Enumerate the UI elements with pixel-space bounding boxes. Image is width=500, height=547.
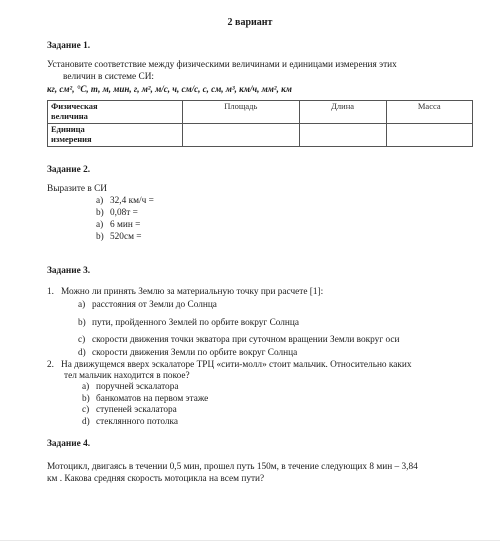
- answer-cell-area[interactable]: [183, 124, 300, 147]
- task2-intro: Выразите в СИ: [47, 184, 108, 194]
- si-units-table: [47, 100, 473, 147]
- option-item: [82, 404, 177, 416]
- task4-text-line2: км . Какова средняя скорость мотоцикла на всем пути?: [47, 474, 265, 484]
- item-text: 0,08т =: [110, 208, 138, 218]
- list-item: [96, 195, 154, 207]
- option-item: [78, 299, 217, 311]
- question-number: 1.: [47, 287, 54, 297]
- list-item: [96, 207, 138, 219]
- table-row: [48, 124, 473, 147]
- task1-heading: Задание 1.: [47, 41, 91, 51]
- task4-heading: Задание 4.: [47, 439, 91, 449]
- task1-text-line1: Установите соответствие между физическими величинами и единицами измерения этих: [47, 60, 397, 70]
- item-text: 520см =: [110, 232, 142, 242]
- option-item: [82, 381, 178, 393]
- task4-text-line1: Мотоцикл, двигаясь в течении 0,5 мин, прошел путь 150м, в течение следующих 8 мин – 3,84: [47, 462, 418, 472]
- list-item: [96, 219, 140, 231]
- item-marker: b): [96, 232, 104, 242]
- column-area: Площадь: [183, 101, 300, 124]
- answer-cell-mass[interactable]: [386, 124, 472, 147]
- answer-cell-length[interactable]: [299, 124, 386, 147]
- option-text: банкоматов на первом этаже: [96, 394, 209, 404]
- option-marker: c): [78, 335, 86, 345]
- header-line: Единица: [51, 124, 85, 134]
- table-row-header-units: [48, 124, 183, 147]
- option-text: скорости движения точки экватора при суточном вращении Земли вокруг оси: [92, 335, 400, 345]
- option-text: расстояния от Земли до Солнца: [92, 300, 217, 310]
- header-line: измерения: [51, 134, 92, 144]
- option-text: скорости движения Земли по орбите вокруг Солнца: [92, 348, 298, 358]
- option-item: [78, 347, 297, 359]
- question-number: 2.: [47, 360, 54, 370]
- question-text: Можно ли принять Землю за материальную точку при расчете [1]:: [61, 287, 324, 297]
- table-row: [48, 101, 473, 124]
- option-text: пути, пройденного Землей по орбите вокруг Солнца: [92, 318, 300, 328]
- task1-units-list: кг, см², °С, т, м, мин, г, м², м/с, ч, см/с, с, см, м³, км/ч, мм², км: [47, 84, 292, 94]
- item-text: 32,4 км/ч =: [110, 196, 154, 206]
- task1-text-line2: величин в системе СИ:: [63, 72, 154, 82]
- option-marker: c): [82, 405, 90, 415]
- variant-title: 2 вариант: [227, 17, 273, 28]
- task2-heading: Задание 2.: [47, 165, 91, 175]
- option-item: [78, 317, 299, 329]
- column-mass: Масса: [386, 101, 472, 124]
- page-bottom-divider: [0, 540, 500, 541]
- option-marker: b): [82, 394, 90, 404]
- option-text: стеклянного потолка: [96, 417, 179, 427]
- option-text: поручней эскалатора: [96, 382, 179, 392]
- question-text: На движущемся вверх эскалаторе ТРЦ «сити-молл» стоит мальчик. Относительно каких: [61, 360, 412, 370]
- question-2-line2: тел мальчик находится в покое?: [64, 371, 190, 381]
- item-marker: b): [96, 208, 104, 218]
- option-marker: d): [82, 417, 90, 427]
- option-text: ступеней эскалатора: [96, 405, 177, 415]
- column-length: Длина: [299, 101, 386, 124]
- table-row-header-quantity: [48, 101, 183, 124]
- item-marker: а): [96, 196, 104, 206]
- list-item: [96, 231, 142, 243]
- header-line: величина: [51, 111, 88, 121]
- option-marker: a): [82, 382, 90, 392]
- option-item: [78, 334, 399, 346]
- option-marker: b): [78, 318, 86, 328]
- question-1: [47, 286, 323, 298]
- option-marker: a): [78, 300, 86, 310]
- task3-heading: Задание 3.: [47, 266, 91, 276]
- header-line: Физическая: [51, 101, 98, 111]
- item-text: 6 мин =: [110, 220, 141, 230]
- option-marker: d): [78, 348, 86, 358]
- item-marker: а): [96, 220, 104, 230]
- option-item: [82, 416, 178, 428]
